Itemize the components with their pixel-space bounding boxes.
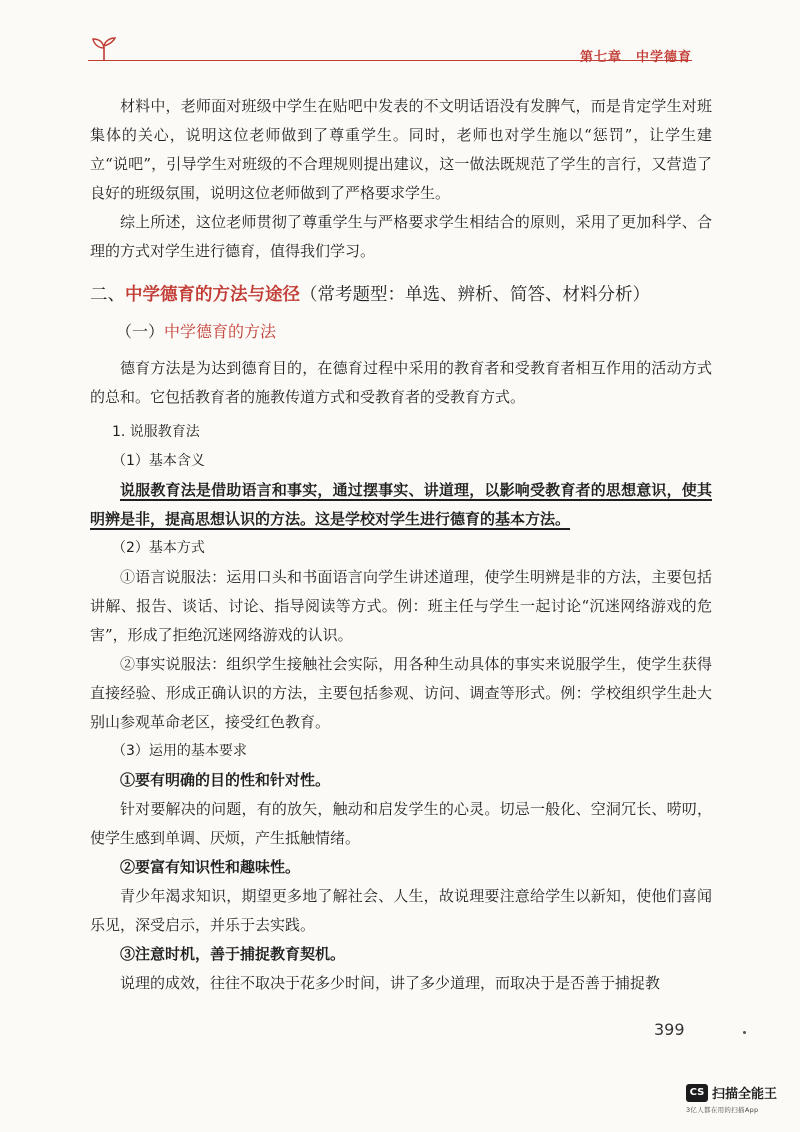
chapter-header: 第七章 中学德育 <box>579 50 692 65</box>
watermark-name: 扫描全能王 <box>712 1087 778 1102</box>
requirement-3-text: 说理的成效，往往不取决于花多少时间，讲了多少道理，而取决于是否善于捕捉教 <box>120 974 661 992</box>
requirement-2-text: 青少年渴求知识，期望更多地了解社会、人生，故说理要注意给学生以新知，使他们喜闻乐见，深受启示，并乐于去实践。 <box>90 887 712 934</box>
section-title: 中学德育的方法与途径 <box>125 285 300 305</box>
scanner-watermark <box>686 1083 794 1114</box>
subsection-title: 中学德育的方法 <box>164 322 277 341</box>
definition-paragraph: 德育方法是为达到德育目的，在德育过程中采用的教育者和受教育者相互作用的活动方式的总和。它包括教育者的施教传道方式和受教育者的受教育方式。 <box>90 359 712 406</box>
requirement-3-title: ③注意时机，善于捕捉教育契机。 <box>120 945 346 963</box>
section-note: （常考题型：单选、辨析、简答、材料分析） <box>300 285 650 305</box>
meaning-text: 说服教育法是借助语言和事实，通过摆事实、讲道理，以影响受教育者的思想意识，使其明辨是非，提高思想认识的方法。这是学校对学生进行德育的基本方法。 <box>90 481 712 528</box>
way-factual: ②事实说服法：组织学生接触社会实际，用各种生动具体的事实来说服学生，使学生获得直接经验、形成正确认识的方法，主要包括参观、访问、调查等形式。例：学校组织学生赴大别山参观革命老区，接受红色教育。 <box>90 655 712 731</box>
watermark-tagline: 3亿人都在用的扫描App <box>686 1106 759 1114</box>
meaning-heading: （1）基本含义 <box>112 453 205 469</box>
sprout-logo-icon <box>90 34 118 62</box>
section-heading <box>90 280 712 310</box>
method-title: 1. 说服教育法 <box>112 424 200 440</box>
subsection-number: （一） <box>116 322 165 341</box>
way-verbal: ①语言说服法：运用口头和书面语言向学生讲述道理，使学生明辨是非的方法，主要包括讲解、报告、谈话、讨论、指导阅读等方式。例：班主任与学生一起讨论“沉迷网络游戏的危害”，形成了拒绝沉迷网络游戏的认识。 <box>90 568 712 644</box>
requirement-1-title: ①要有明确的目的性和针对性。 <box>120 771 331 789</box>
intro-paragraph-2: 综上所述，这位老师贯彻了尊重学生与严格要求学生相结合的原则，采用了更加科学、合理的方式对学生进行德育，值得我们学习。 <box>90 213 712 260</box>
page-content <box>90 92 712 998</box>
page-number: 399 <box>654 1020 685 1039</box>
scan-dot <box>743 1031 746 1034</box>
camscanner-logo-icon: CS <box>686 1084 708 1102</box>
intro-paragraph-1: 材料中，老师面对班级中学生在贴吧中发表的不文明话语没有发脾气，而是肯定学生对班集体的关心，说明这位老师做到了尊重学生。同时，老师也对学生施以“惩罚”，让学生建立“说吧”，引导学生对班级的不合理规则提出建议，这一做法既规范了学生的言行，又营造了良好的班级氛围，说明这位老师做到了严格要求学生。 <box>90 97 712 202</box>
requirement-1-text: 针对要解决的问题，有的放矢，触动和启发学生的心灵。切忌一般化、空洞冗长、唠叨，使学生感到单调、厌烦，产生抵触情绪。 <box>90 800 712 847</box>
ways-heading: （2）基本方式 <box>112 540 205 556</box>
subsection-heading <box>116 318 712 346</box>
requirement-2-title: ②要富有知识性和趣味性。 <box>120 858 301 876</box>
requirements-heading: （3）运用的基本要求 <box>112 743 247 759</box>
section-number: 二、 <box>90 285 125 305</box>
